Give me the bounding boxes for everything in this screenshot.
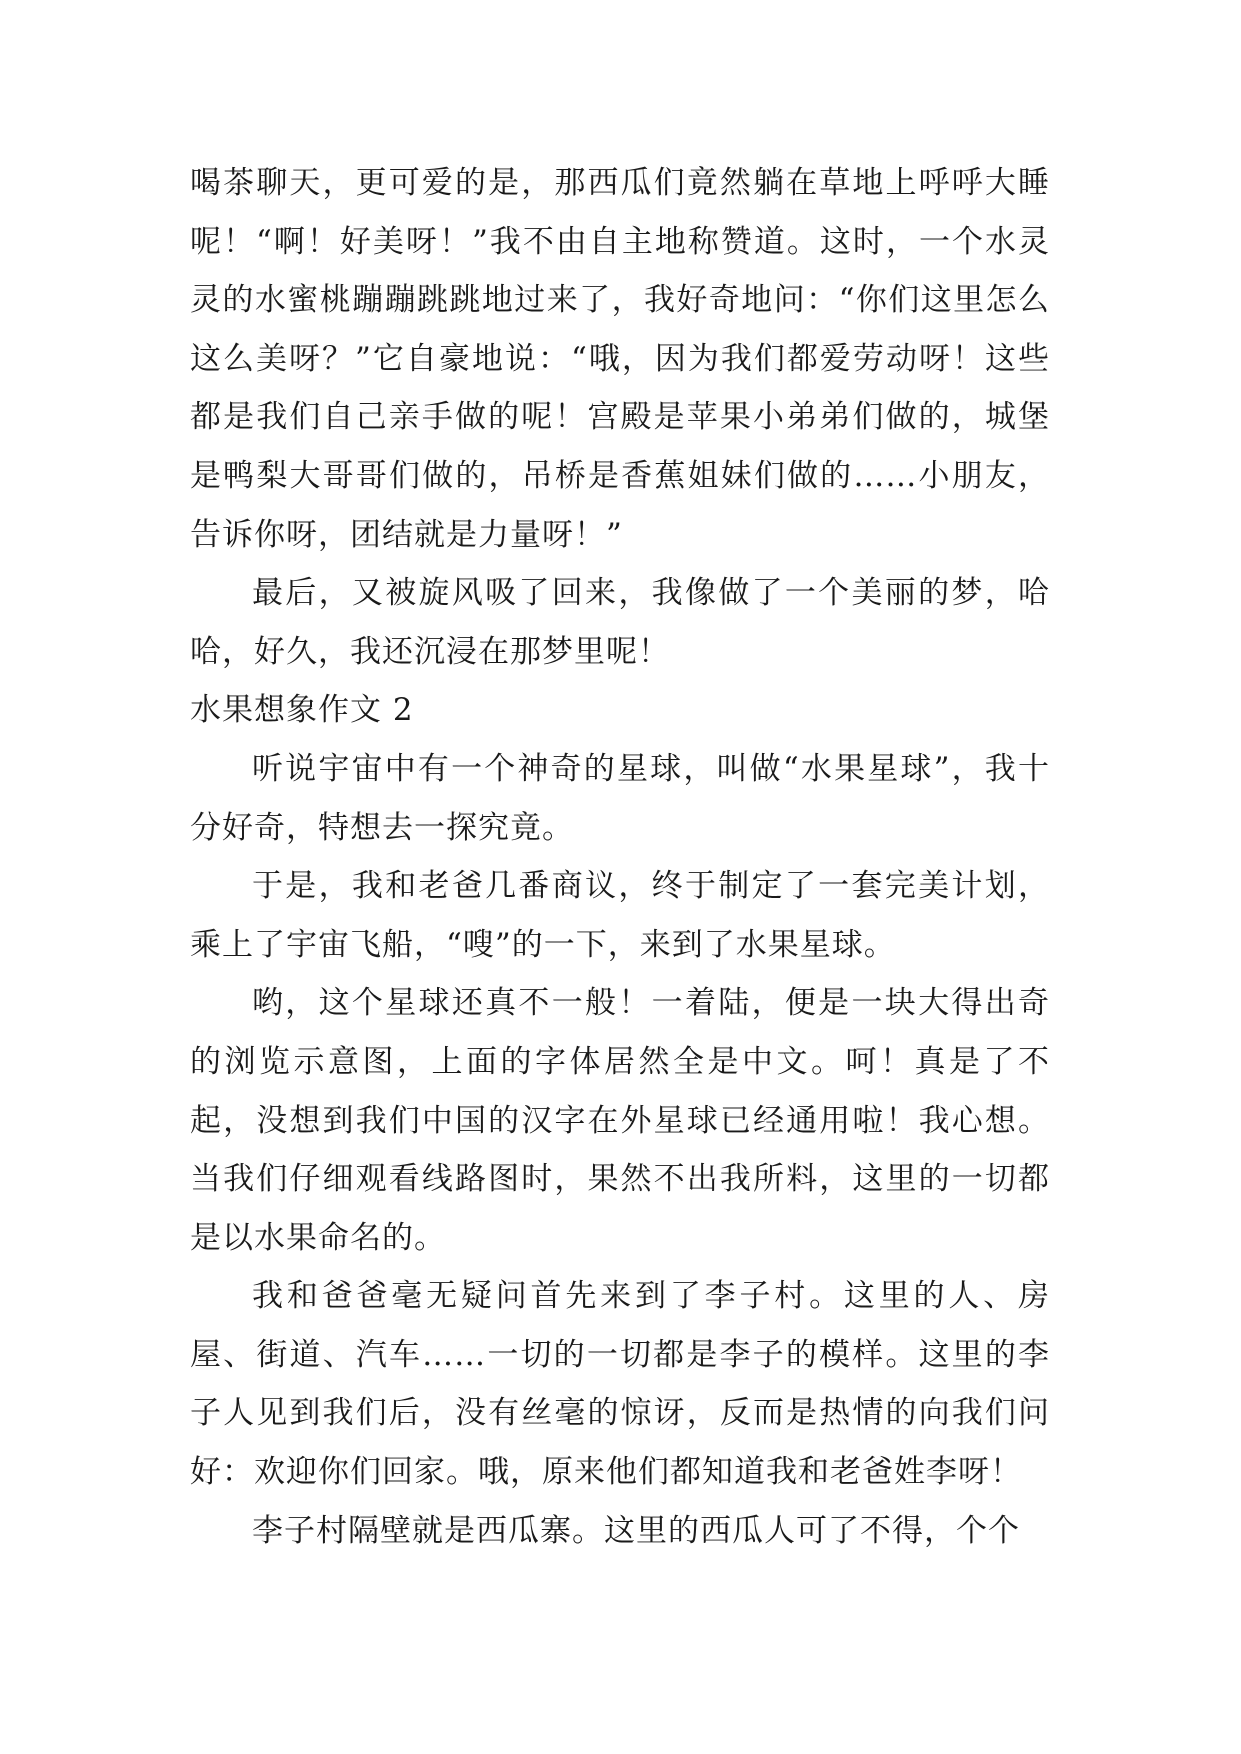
document-page xyxy=(190,154,1050,1560)
paragraph-plum-village: 我和爸爸毫无疑问首先来到了李子村。这里的人、房屋、街道、汽车……一切的一切都是李子的模样。这里的李子人见到我们后，没有丝毫的惊讶，反而是热情的向我们问好：欢迎你们回家。哦，原来他们都知道我和老爸姓李呀！ xyxy=(190,1278,1050,1491)
paragraph-ending: 最后，又被旋风吸了回来，我像做了一个美丽的梦，哈哈，好久，我还沉浸在那梦里呢！ xyxy=(190,575,1050,670)
section-title: 水果想象作文 2 xyxy=(190,692,414,729)
paragraph-intro: 听说宇宙中有一个神奇的星球，叫做“水果星球”，我十分好奇，特想去一探究竟。 xyxy=(190,750,1050,846)
paragraph-continued: 喝茶聊天，更可爱的是，那西瓜们竟然躺在草地上呼呼大睡呢！“啊！好美呀！”我不由自主地称赞道。这时，一个水灵灵的水蜜桃蹦蹦跳跳地过来了，我好奇地问：“你们这里怎么这么美呀？”它自豪地说：“哦，因为我们都爱劳动呀！这些都是我们自己亲手做的呢！宫殿是苹果小弟弟们做的，城堡是鸭梨大哥哥们做的，吊桥是香蕉姐妹们做的……小朋友，告诉你呀，团结就是力量呀！” xyxy=(190,165,1050,553)
paragraph-plan: 于是，我和老爸几番商议，终于制定了一套完美计划，乘上了宇宙飞船，“嗖”的一下，来到了水果星球。 xyxy=(190,868,1050,963)
paragraph-landing: 哟，这个星球还真不一般！一着陆，便是一块大得出奇的浏览示意图，上面的字体居然全是中文。呵！真是了不起，没想到我们中国的汉字在外星球已经通用啦！我心想。当我们仔细观看线路图时，果然不出我所料，这里的一切都是以水果命名的。 xyxy=(190,985,1050,1256)
paragraph-watermelon-village: 李子村隔壁就是西瓜寨。这里的西瓜人可了不得，个个 xyxy=(252,1512,1020,1549)
